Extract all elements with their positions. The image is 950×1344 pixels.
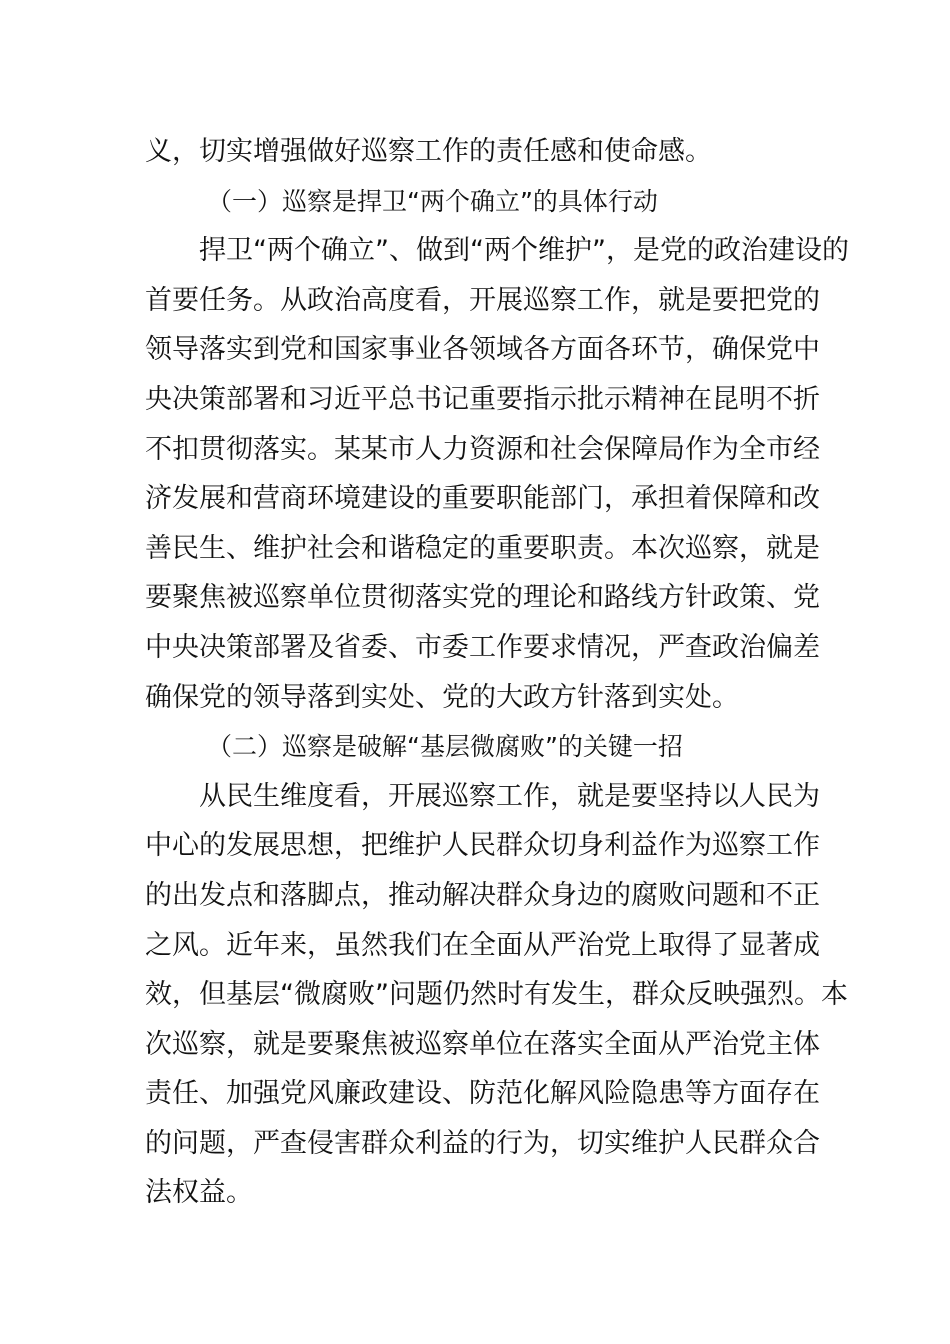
paragraph-line: 法权益。 [145,1177,253,1209]
paragraph-line: 善民生、维护社会和谐稳定的重要职责。本次巡察，就是 [145,532,820,564]
paragraph-line: 确保党的领导落到实处、党的大政方针落到实处。 [145,681,739,713]
paragraph-line: 领导落实到党和国家事业各领域各方面各环节，确保党中 [145,334,820,366]
paragraph-line: 央决策部署和习近平总书记重要指示批示精神在昆明不折 [145,383,820,415]
paragraph-line: 要聚焦被巡察单位贯彻落实党的理论和路线方针政策、党 [145,582,820,614]
paragraph-line: 责任、加强党风廉政建设、防范化解风险隐患等方面存在 [145,1078,820,1110]
section-heading-2: （二）巡察是破解“基层微腐败”的关键一招 [207,732,683,762]
paragraph-line: 效，但基层“微腐败”问题仍然时有发生，群众反映强烈。本 [145,979,848,1011]
paragraph-line: 不扣贯彻落实。某某市人力资源和社会保障局作为全市经 [145,433,820,465]
paragraph-line: 中央决策部署及省委、市委工作要求情况，严查政治偏差 [145,631,820,663]
paragraph-line: 从民生维度看，开展巡察工作，就是要坚持以人民为 [199,780,820,812]
paragraph-line: 次巡察，就是要聚焦被巡察单位在落实全面从严治党主体 [145,1028,820,1060]
paragraph-line: 捍卫“两个确立”、做到“两个维护”，是党的政治建设的 [199,235,849,267]
paragraph-line: 的出发点和落脚点，推动解决群众身边的腐败问题和不正 [145,879,820,911]
section-heading-1: （一）巡察是捍卫“两个确立”的具体行动 [207,186,658,216]
paragraph-line: 首要任务。从政治高度看，开展巡察工作，就是要把党的 [145,284,820,316]
paragraph-line: 济发展和营商环境建设的重要职能部门，承担着保障和改 [145,483,820,515]
paragraph-line: 中心的发展思想，把维护人民群众切身利益作为巡察工作 [145,830,820,862]
paragraph-continuation-line: 义，切实增强做好巡察工作的责任感和使命感。 [145,136,712,167]
document-body [145,127,849,1218]
paragraph-line: 的问题，严查侵害群众利益的行为，切实维护人民群众合 [145,1127,820,1159]
paragraph-line: 之风。近年来，虽然我们在全面从严治党上取得了显著成 [145,929,820,961]
